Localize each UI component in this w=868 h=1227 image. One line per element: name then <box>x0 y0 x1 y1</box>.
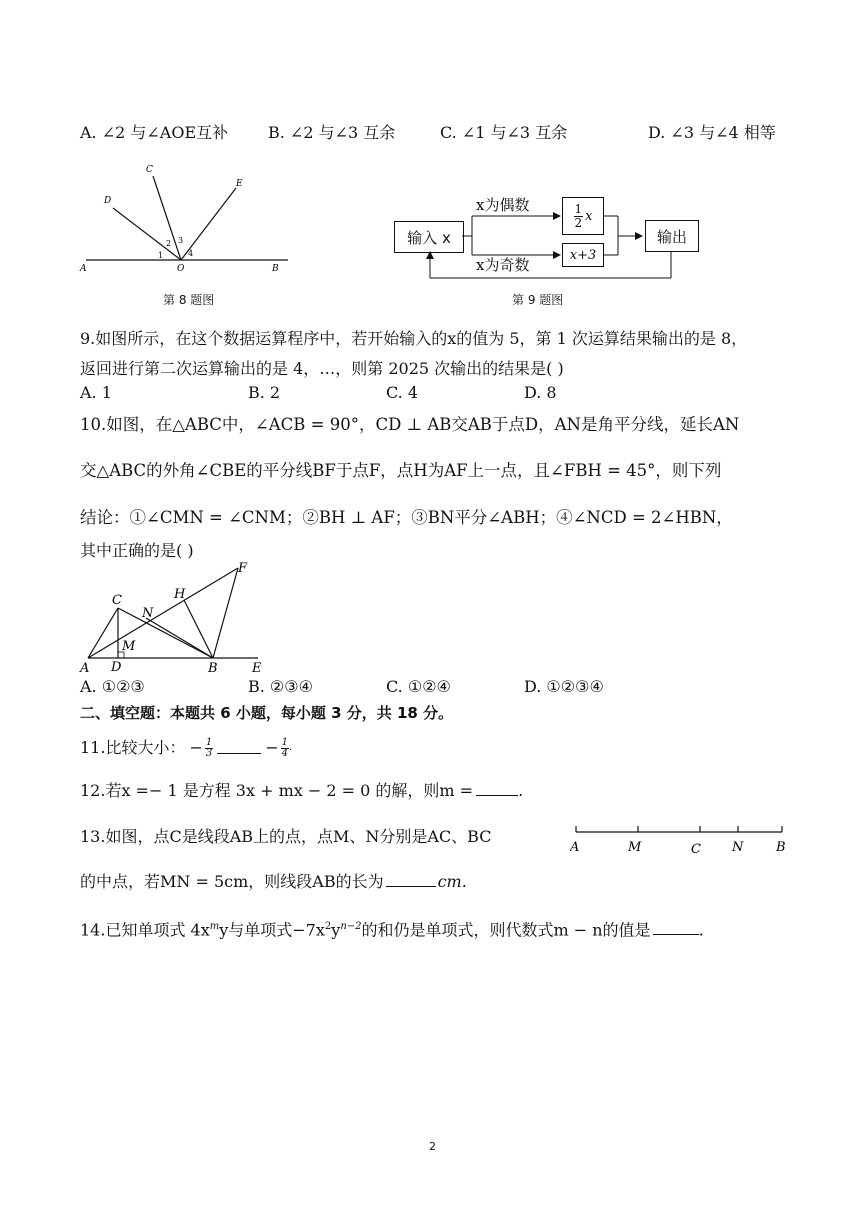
page-number: 2 <box>429 1140 436 1153</box>
q14-mid-1: y与单项式−7x <box>219 920 325 940</box>
angle-label-2: 2 <box>166 239 172 248</box>
q13-line-2 <box>80 871 467 893</box>
output-box: 输出 <box>645 220 699 252</box>
ray-od <box>113 208 184 260</box>
q9-option-c: C. 4 <box>386 383 419 402</box>
label-b: B <box>776 840 786 855</box>
q11-fraction-1-numerator: 1 <box>205 736 213 748</box>
label-b: B <box>208 661 218 676</box>
q9-option-b: B. 2 <box>248 383 281 402</box>
q10-line-4: 其中正确的是( ) <box>80 541 194 560</box>
q8-option-b: B. ∠2 与∠3 互余 <box>268 123 396 142</box>
q8-option-d: D. ∠3 与∠4 相等 <box>648 123 776 142</box>
half-variable: x <box>585 208 593 224</box>
angle-label-4: 4 <box>188 249 194 258</box>
plus-three-box: x+3 <box>562 243 604 267</box>
label-f: F <box>238 561 248 576</box>
label-a: A <box>80 264 87 274</box>
q9-option-a: A. 1 <box>80 383 112 402</box>
side-ac <box>88 608 118 658</box>
q11-minus-1: − <box>189 738 203 757</box>
even-branch-label: x为偶数 <box>476 196 530 214</box>
q12-suffix: . <box>518 781 524 800</box>
figure-8-angles <box>78 160 293 280</box>
label-d: D <box>104 196 112 206</box>
q14-exponent-2: 2 <box>324 921 332 932</box>
q13-line-1: 13.如图，点C是线段AB上的点，点M、N分别是AC、BC <box>80 827 492 846</box>
line-bf <box>213 568 238 658</box>
q14-answer-blank[interactable] <box>653 933 699 935</box>
q11-fraction-1 <box>205 738 213 759</box>
q14-prefix: 14.已知单项式 4x <box>80 920 210 940</box>
q14-exponent-m: m <box>209 921 220 932</box>
q11-fraction-2 <box>281 738 289 759</box>
q10-option-d: D. ①②③④ <box>524 677 604 696</box>
figure-13-segment <box>570 822 795 858</box>
line-af <box>88 568 238 658</box>
label-o: O <box>177 264 185 274</box>
figure-9-flowchart <box>390 188 710 288</box>
q14-exponent-n-minus-2: n−2 <box>340 921 362 932</box>
q10-option-a: A. ①②③ <box>80 677 145 696</box>
q8-option-a: A. ∠2 与∠AOE互补 <box>80 123 229 142</box>
q12-answer-blank[interactable] <box>476 794 518 796</box>
q12 <box>80 780 523 802</box>
q13-answer-blank[interactable] <box>386 885 436 887</box>
half-denominator: 2 <box>574 215 583 230</box>
label-a: A <box>80 661 90 676</box>
q11-suffix: . <box>289 742 293 753</box>
label-h: H <box>174 587 186 602</box>
half-fraction <box>574 203 584 230</box>
figure-9-caption: 第 9 题图 <box>512 293 564 307</box>
q11-minus-2: − <box>265 738 279 757</box>
q8-option-c: C. ∠1 与∠3 互余 <box>440 123 568 142</box>
q10-line-2: 交△ABC的外角∠CBE的平分线BF于点F，点H为AF上一点，且∠FBH = 45°，则下列 <box>80 461 722 480</box>
label-b: B <box>272 264 279 274</box>
q9-line-2: 返回进行第二次运算输出的是 4，…，则第 2025 次输出的结果是( ) <box>80 359 564 378</box>
q11 <box>80 733 292 763</box>
q11-fraction-2-denominator: 4 <box>281 747 289 759</box>
q11-fraction-2-numerator: 1 <box>281 736 289 748</box>
q11-fraction-1-denominator: 3 <box>205 747 213 759</box>
label-c: C <box>112 593 122 608</box>
q12-prefix: 12.若x =− 1 是方程 3x + mx − 2 = 0 的解，则m = <box>80 781 474 800</box>
figure-8-caption: 第 8 题图 <box>163 293 215 307</box>
label-e: E <box>236 179 243 189</box>
q9-option-d: D. 8 <box>524 383 557 402</box>
q9-line-1: 9.如图所示，在这个数据运算程序中，若开始输入的x的值为 5，第 1 次运算结果输出的是 8， <box>80 329 748 348</box>
q11-answer-blank[interactable] <box>217 752 261 754</box>
angle-label-3: 3 <box>178 236 184 245</box>
label-a: A <box>570 840 580 855</box>
label-c: C <box>691 842 701 857</box>
section-2-heading: 二、填空题：本题共 6 小题，每小题 3 分，共 18 分。 <box>80 704 454 722</box>
q10-line-1: 10.如图，在△ABC中，∠ACB = 90°，CD ⊥ AB交AB于点D，AN是角平分线，延长AN <box>80 415 740 434</box>
odd-branch-label: x为奇数 <box>476 256 530 274</box>
q14-mid-2: y <box>331 920 341 940</box>
q10-option-b: B. ②③④ <box>248 677 313 696</box>
q10-option-c: C. ①②④ <box>386 677 451 696</box>
label-n: N <box>732 840 744 855</box>
label-c: C <box>146 165 153 175</box>
q10-line-3: 结论：①∠CMN = ∠CNM；②BH ⊥ AF；③BN平分∠ABH；④∠NCD = 2∠HBN， <box>80 508 733 527</box>
q14-suffix: . <box>698 920 704 940</box>
q13-line-2-suffix: cm. <box>437 872 467 891</box>
half-numerator: 1 <box>574 201 583 216</box>
input-box: 输入 x <box>394 221 464 253</box>
figure-10-triangle <box>78 558 278 678</box>
angle-label-1: 1 <box>158 251 164 260</box>
q14-mid-3: 的和仍是单项式，则代数式m − n的值是 <box>361 920 651 940</box>
label-d: D <box>111 660 122 675</box>
q14 <box>80 916 704 941</box>
q13-line-2-prefix: 的中点，若MN = 5cm，则线段AB的长为 <box>80 872 384 891</box>
label-n: N <box>142 606 154 621</box>
label-m: M <box>122 639 136 654</box>
label-e: E <box>252 661 262 676</box>
label-m: M <box>628 840 642 855</box>
q11-prefix: 11.比较大小： <box>80 738 186 757</box>
half-x-box <box>562 197 604 235</box>
